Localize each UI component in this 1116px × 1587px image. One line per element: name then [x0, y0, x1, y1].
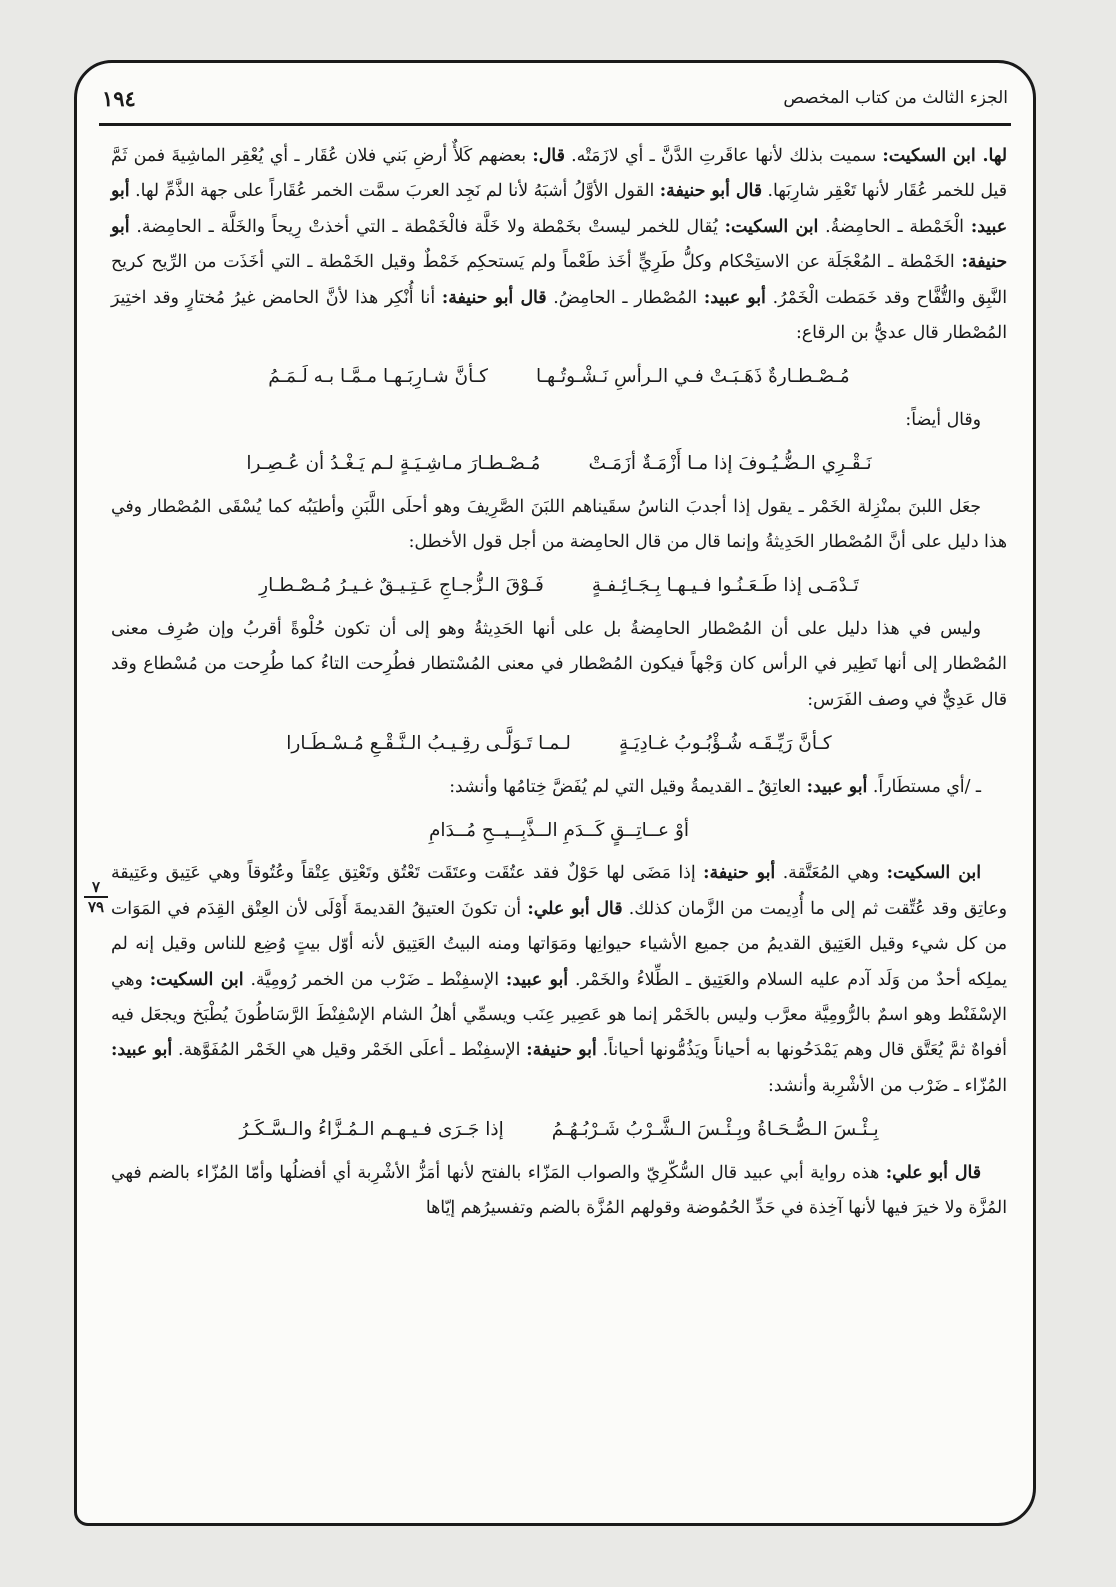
verse-first-hemistich: بِـئْـسَ الـصُّـحَـاةُ وبِـئْـسَ الـشَّـرْبُ شَـرْبُـهُـمُ [551, 1119, 879, 1141]
paragraph [111, 139, 1007, 351]
text-run: وهي المُعَتَّقة. [775, 863, 887, 884]
author-citation: لها. ابن السكيت: [882, 146, 1008, 166]
header-rule [99, 123, 1011, 126]
author-citation: أبو عبيد: [111, 181, 1008, 237]
verse-first-hemistich: نَـقْـرِي الـضُّـيُـوفَ إذا مـا أَزْمَـةٌ أزَمَـتْ [588, 453, 872, 475]
page-header [102, 79, 1008, 117]
verse-first-hemistich: مُـصْـطـارةٌ ذَهَـبَـتْ فـي الـرأسِ نَـشْـوتُـهـا [535, 366, 850, 388]
author-citation: قال أبو حنيفة: [659, 181, 763, 202]
text-run: أنا أُنْكِر هذا لأنَّ الحامض غيرُ مُختارٍ وقد اختِيرَ المُصْطار قال عديُّ بن الرقاع: [111, 287, 1007, 344]
book-page [74, 60, 1036, 1526]
text-run: الخَمْطة ـ المُعْجَلَة عن الاستِحْكام وكلُّ طَرِيٍّ أخَذ طَعْماً ولم يَستحكِم خَمْطٌ وقيل الخَمْطة ـ التي أخَذَت من الرِّيح كريح النَّبِق والتُّفَّاح وقد خَمَطت الْخَمْرُ. [111, 252, 1007, 308]
author-citation: أبو حنيفة: [526, 1040, 597, 1061]
text-run: وقال أيضاً: [905, 409, 981, 430]
author-citation: قال أبو حنيفة: [441, 287, 547, 308]
text-run: يُقال للخمر ليستْ بخَمْطة ولا خَلَّة فالْخَمْطة ـ التي أخذتْ رِيحاً والخَلَّة ـ الحامِضة. [129, 216, 725, 237]
margin-folio-note [81, 879, 111, 915]
author-citation: أبو عبيد: [703, 287, 766, 308]
text-run: العاتِقُ ـ القديمةُ وقيل التي لم يُفَضَّ خِتامُها وأنشد: [449, 776, 807, 797]
poetry-verse [111, 446, 1007, 481]
verse-first-hemistich: كـأنَّ رَيِّـقَـه شُـؤْبُـوبُ غـادِيَـةٍ [618, 733, 832, 755]
text-run: وهي الإسْفَنْط وهو اسمٌ بالرُّومِيَّة معرَّب وليس بالخَمْر إنما هو عَصِير عِنَب ويسمِّي أهلُ الشام الإسْفِنْطَ الرَّسَاطُونَ يُطْبَخ ويجعَل فيه أفواهٌ ثمَّ يُعَتَّق قال وهم يَمْدَحُونها به أحياناً ويَذُمُّونها أحياناً. [111, 969, 1007, 1061]
verse-second-hemistich: مُـصْـطـارَ مـاشِـيَـةٍ لـم يَـغْـدُ أن عُـصِـرا [246, 453, 541, 475]
text-run: بعضهم كَلأٌ أرضِ بَني فلان عُقَار ـ أي يُعْقِر الماشِيةَ فمن ثَمَّ قيل للخمر عُقَار لأنها تَعْقِر شارِبَها. [111, 146, 1007, 202]
paragraph [111, 1156, 1007, 1227]
text-run: الإسفِنْط ـ ضَرْب من الخمر رُومِيَّة. [243, 969, 506, 990]
page-body [111, 139, 1007, 1226]
text-run: هذه رواية أبي عبيد قال السُّكّرِيّ والصواب المَزّاء بالفتح لأنها أمَزُّ الأشْرِبة أي أفضلُها وأمّا المُزّاء بالضم فهي المُزَّة ولا خيرَ فيها لأنها آخِذة في حَدِّ الحُمُوضة وقولهم المُزَّة بالضم وتفسيرُهم إيّاها [111, 1162, 1007, 1218]
author-citation: ابن السكيت: [724, 216, 819, 237]
text-run: المُزّاء ـ ضَرْب من الأشْرِبة وأنشد: [768, 1075, 1007, 1096]
verse-second-hemistich: لـمـا تَـوَلَّـى رقِـيـبُ الـنَّـقْـعِ مُـسْـطَـارا [286, 733, 571, 755]
text-run: وليس في هذا دليل على أن المُصْطار الحامِضةُ بل على أنها الحَدِيثةُ وهو إلى أن تكون حُلْوةً أقربُ وإن صُرِف معنى المُصْطار إلى أنها تَطِير في الرأس كان وَجْهاً فيكون المُصْطار في معنى المُسْتطار فطُرِحت التاءُ كما طُرِحت من مُسْطاع وقد قال عَدِيٌّ في وصف الفَرَس: [111, 618, 1007, 710]
author-citation: قال أبو علي: [885, 1162, 981, 1183]
verse-second-hemistich: كـأنَّ شـارِبَـهـا مـمَّـا بـه لَـمَـمُ [268, 366, 488, 388]
text-run: الْخَمْطة ـ الحامِضةُ. [818, 216, 971, 237]
poetry-verse [111, 726, 1007, 761]
verse-second-hemistich: إذا جَـرَى فـيـهـم الـمُـزَّاءُ والـسَّـكَـرُ [239, 1119, 504, 1141]
poetry-verse [111, 359, 1007, 394]
poetry-verse [111, 1112, 1007, 1147]
verse-first-hemistich: أوْ عــاتِــقٍ كَــدَمِ الــذَّبِــيــحِ مُــدَامِ [428, 819, 690, 841]
author-citation: أبو عبيد: [806, 776, 868, 797]
author-citation: أبو عبيد: [111, 1040, 173, 1061]
paragraph [111, 856, 1007, 1104]
margin-note-top: ٧ [91, 878, 101, 896]
author-citation: قال أبو علي: [527, 898, 623, 919]
author-citation: أبو حنيفة: [703, 863, 776, 884]
margin-note-bottom: ٧٩ [87, 898, 105, 916]
running-title: الجزء الثالث من كتاب المخصص [783, 88, 1008, 108]
author-citation: قال: [532, 146, 565, 166]
text-run: إذا مَضَى لها حَوْلٌ فقد عتُقَت وعتَقَت تَعْتُق وتَعْتِق عِتْقاً وعُتُوقاً وهي عَتِيق وعَتِيقة وعاتِق وقد عُتِّقت ثم إلى ما أُدِيمت من الزَّمان كذلك. [111, 863, 1007, 919]
poetry-verse [111, 568, 1007, 603]
text-run: ـ /أي مستطَاراً. [867, 776, 981, 797]
poetry-verse [111, 813, 1007, 848]
text-run: أن تكونَ العتيقُ القديمةَ أَوْلَى لأن العِتْق القِدَم في المَوَات من كل شيء وقيل العَتِيق القديمُ من جميع الأشياء حيوانِها ومَوَاتها ومنه البيتُ العَتِيق لأنه أوّل بيتٍ وُضِع للناس وقيل إنه لم يملِكه أحدٌ من وَلَد آدم عليه السلام والعَتِيق ـ الطِّلاءُ والخَمْر. [111, 898, 1008, 990]
text-run: الإسفِنْط ـ أعلَى الخَمْر وقيل هي الخَمْر المُفَوَّهة. [172, 1040, 527, 1061]
author-citation: ابن السكيت: [886, 863, 982, 884]
paragraph [111, 612, 1007, 718]
text-run: جعَل اللبنَ بمنْزِلة الخَمْر ـ يقول إذا أجدبَ الناسُ سقَيناهم اللبَنَ الصَّرِيفَ وهو أحلَى اللَّبَنِ وأطيَبُه كما يُسْقَى المُصْطار وفي هذا دليل على أنَّ المُصْطار الحَدِيثةُ وإنما قال من قال الحامِضة من أجل قول الأخطل: [111, 496, 1007, 553]
text-run: القول الأوَّلُ أشبَهُ لأنا لم نَجِد العربَ سمَّت الخمر عُقَاراً على جهة الذَّمِّ لها. [129, 181, 660, 202]
text-run: المُصْطار ـ الحامِضُ. [546, 287, 704, 308]
author-citation: ابن السكيت: [149, 969, 244, 990]
paragraph [111, 770, 1007, 805]
author-citation: أبو عبيد: [505, 969, 569, 990]
verse-first-hemistich: تَـدْمَـى إذا طَـعَـنُـوا فـيـهـا بِـجَـائِـفـةٍ [591, 575, 859, 597]
author-citation: أبو حنيفة: [111, 216, 1007, 273]
text-run: سميت بذلك لأنها عاقَرتِ الدَّنَّ ـ أي لازَمَتْه. [564, 146, 883, 166]
page-number: ١٩٤ [102, 85, 136, 111]
paragraph [111, 403, 1007, 438]
verse-second-hemistich: فَـوْقَ الـزُّجـاجِ عَـتِـيـقٌ غـيـرُ مُـصْـطـارِ [259, 575, 544, 597]
paragraph [111, 490, 1007, 561]
